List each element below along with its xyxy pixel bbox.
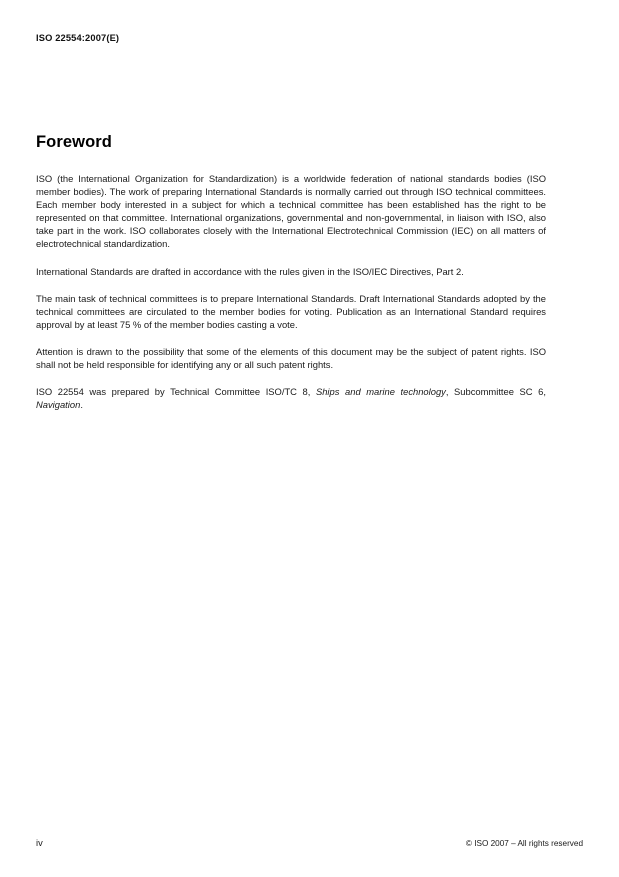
foreword-paragraph-2: International Standards are drafted in accordance with the rules given in the ISO/IEC Directives, Part 2. [36,265,464,277]
preparation-note-trailing: . [80,399,83,411]
foreword-paragraph-1: ISO (the International Organization for Standardization) is a worldwide federation of national standards bodies (ISO member bodies). The work of preparing International Standards is normally carried out through ISO technical committees. Each member body interested in a subject for which a technical committee has been established has the right to be represented on that committee. International organizations, governmental and non-governmental, in liaison with ISO, also take part in the work. ISO collaborates closely with the International Electrotechnical Commission (IEC) on all matters of electrotechnical standardization. [36,173,546,250]
subcommittee-title: Navigation [36,399,81,411]
running-head: ISO 22554:2007(E) [36,33,120,43]
page-footer [36,838,583,852]
foreword-preparation-note [36,385,546,411]
committee-title: Ships and marine technology [315,386,446,398]
foreword-section [36,133,546,411]
preparation-note-middle: , Subcommittee SC 6, [445,386,546,398]
page-number: iv [36,838,43,848]
page-title: Foreword [36,133,112,151]
preparation-note-lead: ISO 22554 was prepared by Technical Committee ISO/TC 8, [36,386,316,398]
copyright-notice: © ISO 2007 – All rights reserved [465,839,583,848]
foreword-paragraph-4: Attention is drawn to the possibility that some of the elements of this document may be the subject of patent rights. ISO shall not be held responsible for identifying any or all such patent rights. [36,345,546,371]
foreword-paragraph-3: The main task of technical committees is to prepare International Standards. Draft International Standards adopted by the technical committees are circulated to the member bodies for voting. Publication as an International Standard requires approval by at least 75 % of the member bodies casting a vote. [36,292,546,330]
